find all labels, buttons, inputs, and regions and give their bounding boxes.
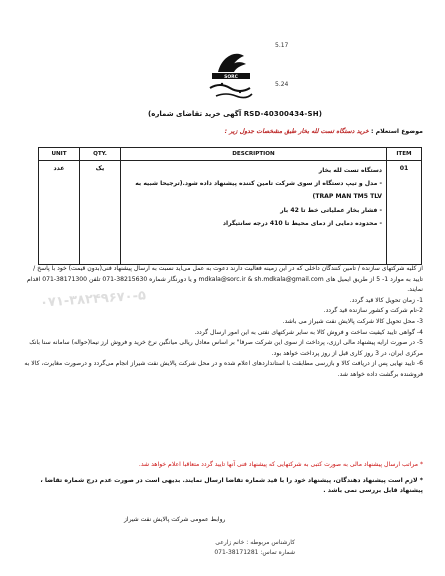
contact-name: کارشناس مربوطه : خانم زارعی	[215, 539, 295, 546]
header-description: DESCRIPTION	[121, 148, 387, 161]
items-table	[38, 147, 422, 265]
desc-line: دستگاه تست لله بخار	[318, 167, 382, 174]
desc-line: - مدل و تیپ دستگاه از سوی شرکت تامین کننده پیشنهاد داده شود.(ترجیحا شبیه به	[135, 180, 382, 188]
row-item: 01	[387, 161, 422, 265]
subject-label: موضوع استعلام :	[370, 128, 423, 135]
desc-line: (TRAP MAN TM5 TLV	[312, 193, 382, 201]
body-text	[23, 264, 423, 381]
row-qty: یک	[80, 161, 121, 265]
company-logo	[200, 42, 262, 104]
row-unit: عدد	[39, 161, 80, 265]
header-qty: QTY.	[80, 148, 121, 161]
subject-line	[225, 128, 423, 135]
phone-stamp: ۰۷۱-۳۸۲۴۹۶۷۰-۵	[39, 288, 147, 311]
header-unit: UNIT	[39, 148, 80, 161]
row-description	[121, 161, 387, 265]
table-row	[39, 161, 422, 265]
contact-block	[125, 538, 295, 558]
list-item: 5- در صورت ارایه پیشنهاد مالی ارزی، پرداخت از سوی این شرکت صرفا" بر اساس معادل ریالی میانگین نرخ خرید و فروش ارز نیما(حواله) سامانه سنا بانک مرکزی ایران، در 3 روز کاری قبل از روز پرداخت خواهد بود.	[29, 339, 423, 357]
logo-brand: SORC	[224, 75, 238, 80]
signature-line: روابط عمومی شرکت پالایش نفت شیراز	[124, 516, 226, 523]
subject-value: خرید دستگاه تست لله بخار طبق مشخصات جدول زیر :	[224, 128, 369, 135]
financial-note: * مراتب ارسال پیشنهاد مالی به صورت کتبی به شرکتهایی که پیشنهاد فنی آنها تایید گردد متعاقبا اعلام خواهد شد.	[138, 461, 423, 468]
version-label-b: 5.24	[275, 81, 289, 88]
table-header-row	[39, 148, 422, 161]
list-item: 6- تایید نهایی پس از دریافت کالا و بازرسی مطابقت با استانداردهای اعلام شده و در محل شرکت پالایش نفت شیراز انجام می‌گردد و درصورت مغایرت، کالا به فروشنده برگشت داده خواهد شد.	[24, 360, 423, 378]
request-number-note: * لازم است پیشنهاد دهندگان، پیشنهاد خود را با قید شماره تقاضا ارسال نمایند. بدیهی است در صورت عدم درج شماره تقاضا ، پیشنهاد قابل بررسی نمی باشد .	[40, 477, 423, 495]
list-item: 4- گواهی تایید کیفیت ساخت و فروش کالا به سایر شرکتهای نفتی به این امور ارسال گردد.	[194, 328, 423, 336]
contact-phone: شماره تماس: 38171281-071	[214, 549, 295, 556]
desc-line: - فشار بخار عملیاتی خط تا 42 بار	[280, 206, 382, 214]
desc-line: - محدوده دمایی از دمای محیط تا 410 درجه سانتیگراد	[222, 219, 382, 227]
version-label-a: 5.17	[275, 42, 289, 49]
intro-paragraph: از کلیه شرکتهای سازنده / تامین کنندگان داخلی که در این زمینه فعالیت دارند دعوت به عمل می‌آید نسبت به ارسال پیشنهاد فنی(بدون قیمت) خود با پاسخ / تایید به موارد 1- 5 از طریق ایمیل های mdkala@sorc.ir & sh.mdkala@gmail.com و یا دورنگار شماره 38215630-071 تلفن 38171300-071 اقدام نمایند.	[26, 265, 423, 294]
header-item: ITEM	[387, 148, 422, 161]
document-title: (آگهی خرید تقاضای شماره RSD-40300434-SH)	[148, 110, 322, 118]
list-item: 3- محل تحویل کالا شرکت پالایش نفت شیراز می باشد.	[282, 317, 423, 325]
list-item: 1- زمان تحویل کالا قید گردد.	[349, 296, 423, 304]
list-item: 2-نام شرکت و کشور سازنده قید گردد.	[323, 307, 423, 315]
